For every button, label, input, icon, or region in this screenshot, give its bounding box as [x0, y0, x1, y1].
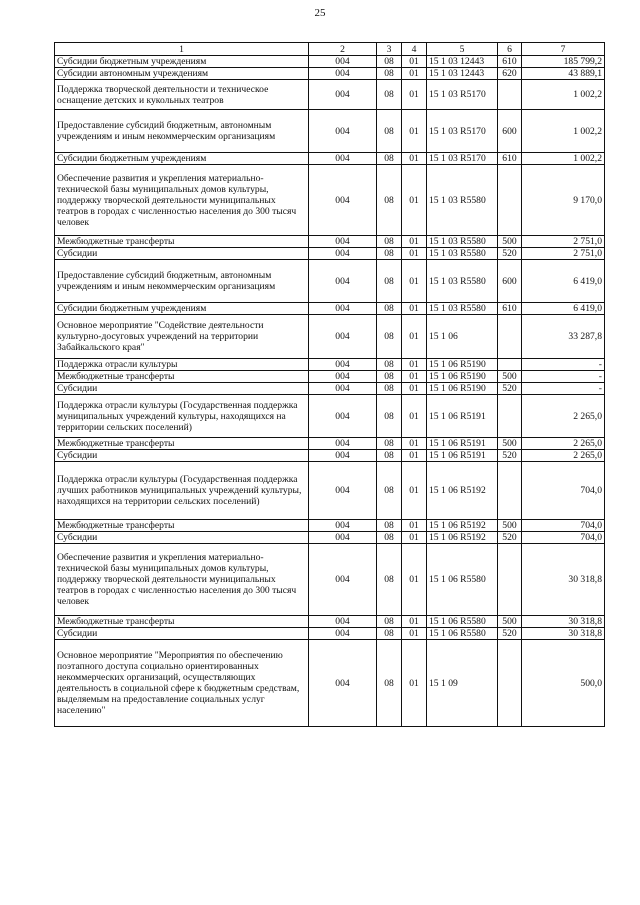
header-cell: 5: [427, 43, 498, 56]
header-cell: 1: [55, 43, 309, 56]
subchapter-code-cell: 01: [402, 153, 427, 165]
amount-cell: 1 002,2: [522, 153, 605, 165]
header-cell: 6: [498, 43, 522, 56]
subchapter-code-cell: 01: [402, 544, 427, 616]
table-row: [55, 450, 605, 462]
subchapter-code-cell: 01: [402, 110, 427, 153]
amount-cell: 33 287,8: [522, 315, 605, 359]
table-row: [55, 640, 605, 727]
row-name-cell: Субсидии: [55, 383, 309, 395]
section-code-cell: 004: [309, 640, 377, 727]
target-article-cell: 15 1 06 R5580: [427, 628, 498, 640]
table-row: [55, 532, 605, 544]
row-name-cell: Межбюджетные трансферты: [55, 371, 309, 383]
page-number: 25: [314, 7, 326, 19]
expense-type-cell: [498, 315, 522, 359]
section-code-cell: 004: [309, 462, 377, 520]
expense-type-cell: [498, 80, 522, 110]
expense-type-cell: 520: [498, 383, 522, 395]
row-name-cell: Субсидии: [55, 628, 309, 640]
header-cell: 4: [402, 43, 427, 56]
row-name-cell: Основное мероприятие "Содействие деятельности культурно-досуговых учреждений на территории Забайкальского края": [55, 315, 309, 359]
header-cell: 3: [377, 43, 402, 56]
expense-type-cell: 610: [498, 56, 522, 68]
table-row: [55, 359, 605, 371]
target-article-cell: 15 1 03 R5580: [427, 248, 498, 260]
amount-cell: -: [522, 371, 605, 383]
table-row: [55, 260, 605, 303]
amount-cell: 500,0: [522, 640, 605, 727]
chapter-code-cell: 08: [377, 236, 402, 248]
expense-type-cell: 500: [498, 236, 522, 248]
chapter-code-cell: 08: [377, 303, 402, 315]
amount-cell: 185 799,2: [522, 56, 605, 68]
expense-type-cell: 600: [498, 110, 522, 153]
subchapter-code-cell: 01: [402, 359, 427, 371]
chapter-code-cell: 08: [377, 628, 402, 640]
table-row: [55, 80, 605, 110]
amount-cell: 704,0: [522, 532, 605, 544]
target-article-cell: 15 1 06 R5191: [427, 450, 498, 462]
row-name-cell: Субсидии бюджетным учреждениям: [55, 303, 309, 315]
table-row: [55, 520, 605, 532]
row-name-cell: Поддержка отрасли культуры (Государственная поддержка лучших работников муниципальных учреждений культуры, находящихся на территории сельских поселений): [55, 462, 309, 520]
row-name-cell: Поддержка отрасли культуры: [55, 359, 309, 371]
expense-type-cell: [498, 640, 522, 727]
target-article-cell: 15 1 06 R5191: [427, 395, 498, 438]
amount-cell: 30 318,8: [522, 628, 605, 640]
target-article-cell: 15 1 06 R5191: [427, 438, 498, 450]
target-article-cell: 15 1 03 R5580: [427, 165, 498, 236]
table-row: [55, 383, 605, 395]
amount-cell: -: [522, 359, 605, 371]
row-name-cell: Межбюджетные трансферты: [55, 236, 309, 248]
target-article-cell: 15 1 06 R5580: [427, 616, 498, 628]
header-cell: 7: [522, 43, 605, 56]
target-article-cell: 15 1 03 12443: [427, 68, 498, 80]
chapter-code-cell: 08: [377, 462, 402, 520]
subchapter-code-cell: 01: [402, 462, 427, 520]
table-row: [55, 315, 605, 359]
amount-cell: 704,0: [522, 520, 605, 532]
subchapter-code-cell: 01: [402, 383, 427, 395]
section-code-cell: 004: [309, 383, 377, 395]
table-row: [55, 438, 605, 450]
budget-table: [54, 42, 605, 727]
section-code-cell: 004: [309, 544, 377, 616]
chapter-code-cell: 08: [377, 359, 402, 371]
subchapter-code-cell: 01: [402, 236, 427, 248]
section-code-cell: 004: [309, 532, 377, 544]
section-code-cell: 004: [309, 153, 377, 165]
table-row: [55, 165, 605, 236]
subchapter-code-cell: 01: [402, 80, 427, 110]
subchapter-code-cell: 01: [402, 371, 427, 383]
target-article-cell: 15 1 06 R5190: [427, 383, 498, 395]
amount-cell: 2 265,0: [522, 450, 605, 462]
amount-cell: 2 751,0: [522, 236, 605, 248]
chapter-code-cell: 08: [377, 383, 402, 395]
target-article-cell: 15 1 09: [427, 640, 498, 727]
chapter-code-cell: 08: [377, 438, 402, 450]
row-name-cell: Субсидии автономным учреждениям: [55, 68, 309, 80]
subchapter-code-cell: 01: [402, 532, 427, 544]
expense-type-cell: [498, 165, 522, 236]
section-code-cell: 004: [309, 616, 377, 628]
expense-type-cell: 500: [498, 520, 522, 532]
target-article-cell: 15 1 06: [427, 315, 498, 359]
table-row: [55, 544, 605, 616]
expense-type-cell: 610: [498, 303, 522, 315]
amount-cell: 2 265,0: [522, 395, 605, 438]
expense-type-cell: 500: [498, 616, 522, 628]
section-code-cell: 004: [309, 260, 377, 303]
expense-type-cell: 600: [498, 260, 522, 303]
chapter-code-cell: 08: [377, 371, 402, 383]
chapter-code-cell: 08: [377, 153, 402, 165]
target-article-cell: 15 1 06 R5190: [427, 359, 498, 371]
section-code-cell: 004: [309, 68, 377, 80]
table-row: [55, 462, 605, 520]
expense-type-cell: 620: [498, 68, 522, 80]
target-article-cell: 15 1 03 R5170: [427, 80, 498, 110]
expense-type-cell: 520: [498, 628, 522, 640]
expense-type-cell: 520: [498, 248, 522, 260]
expense-type-cell: 500: [498, 371, 522, 383]
section-code-cell: 004: [309, 236, 377, 248]
subchapter-code-cell: 01: [402, 165, 427, 236]
row-name-cell: Предоставление субсидий бюджетным, автономным учреждениям и иным некоммерческим организациям: [55, 110, 309, 153]
subchapter-code-cell: 01: [402, 640, 427, 727]
subchapter-code-cell: 01: [402, 303, 427, 315]
subchapter-code-cell: 01: [402, 438, 427, 450]
target-article-cell: 15 1 03 R5580: [427, 260, 498, 303]
table-row: [55, 110, 605, 153]
chapter-code-cell: 08: [377, 640, 402, 727]
amount-cell: 30 318,8: [522, 544, 605, 616]
row-name-cell: Субсидии бюджетным учреждениям: [55, 56, 309, 68]
chapter-code-cell: 08: [377, 165, 402, 236]
amount-cell: 1 002,2: [522, 80, 605, 110]
section-code-cell: 004: [309, 56, 377, 68]
row-name-cell: Поддержка отрасли культуры (Государственная поддержка муниципальных учреждений культуры, находящихся на территории сельских поселений): [55, 395, 309, 438]
table-row: [55, 628, 605, 640]
target-article-cell: 15 1 06 R5192: [427, 520, 498, 532]
chapter-code-cell: 08: [377, 544, 402, 616]
chapter-code-cell: 08: [377, 68, 402, 80]
amount-cell: 2 751,0: [522, 248, 605, 260]
row-name-cell: Субсидии: [55, 450, 309, 462]
row-name-cell: Субсидии: [55, 532, 309, 544]
section-code-cell: 004: [309, 371, 377, 383]
target-article-cell: 15 1 03 R5580: [427, 236, 498, 248]
chapter-code-cell: 08: [377, 520, 402, 532]
row-name-cell: Межбюджетные трансферты: [55, 616, 309, 628]
target-article-cell: 15 1 06 R5580: [427, 544, 498, 616]
amount-cell: -: [522, 383, 605, 395]
subchapter-code-cell: 01: [402, 628, 427, 640]
expense-type-cell: 610: [498, 153, 522, 165]
section-code-cell: 004: [309, 628, 377, 640]
chapter-code-cell: 08: [377, 315, 402, 359]
row-name-cell: Субсидии: [55, 248, 309, 260]
section-code-cell: 004: [309, 248, 377, 260]
expense-type-cell: [498, 395, 522, 438]
section-code-cell: 004: [309, 359, 377, 371]
chapter-code-cell: 08: [377, 110, 402, 153]
section-code-cell: 004: [309, 165, 377, 236]
expense-type-cell: [498, 544, 522, 616]
chapter-code-cell: 08: [377, 80, 402, 110]
subchapter-code-cell: 01: [402, 520, 427, 532]
target-article-cell: 15 1 03 R5170: [427, 110, 498, 153]
section-code-cell: 004: [309, 438, 377, 450]
row-name-cell: Основное мероприятие "Мероприятия по обеспечению поэтапного доступа социально ориентированных некоммерческих организаций, осуществляющих деятельность в социальной сфере к бюджетным средствам, выделяемым на предоставление социальных услуг населению": [55, 640, 309, 727]
table-row: [55, 616, 605, 628]
amount-cell: 30 318,8: [522, 616, 605, 628]
section-code-cell: 004: [309, 315, 377, 359]
target-article-cell: 15 1 06 R5192: [427, 532, 498, 544]
section-code-cell: 004: [309, 110, 377, 153]
amount-cell: 1 002,2: [522, 110, 605, 153]
subchapter-code-cell: 01: [402, 56, 427, 68]
table-row: [55, 236, 605, 248]
header-cell: 2: [309, 43, 377, 56]
row-name-cell: Межбюджетные трансферты: [55, 520, 309, 532]
amount-cell: 704,0: [522, 462, 605, 520]
expense-type-cell: 500: [498, 438, 522, 450]
chapter-code-cell: 08: [377, 450, 402, 462]
section-code-cell: 004: [309, 450, 377, 462]
amount-cell: 6 419,0: [522, 303, 605, 315]
expense-type-cell: 520: [498, 532, 522, 544]
subchapter-code-cell: 01: [402, 450, 427, 462]
subchapter-code-cell: 01: [402, 248, 427, 260]
chapter-code-cell: 08: [377, 260, 402, 303]
table-row: [55, 68, 605, 80]
expense-type-cell: [498, 359, 522, 371]
expense-type-cell: [498, 462, 522, 520]
expense-type-cell: 520: [498, 450, 522, 462]
target-article-cell: 15 1 03 R5170: [427, 153, 498, 165]
section-code-cell: 004: [309, 80, 377, 110]
subchapter-code-cell: 01: [402, 395, 427, 438]
section-code-cell: 004: [309, 395, 377, 438]
target-article-cell: 15 1 03 R5580: [427, 303, 498, 315]
subchapter-code-cell: 01: [402, 260, 427, 303]
section-code-cell: 004: [309, 520, 377, 532]
row-name-cell: Обеспечение развития и укрепления материально-технической базы муниципальных домов культуры, поддержку творческой деятельности муниципальных театров в городах с численностью населения до 300 тысяч человек: [55, 544, 309, 616]
chapter-code-cell: 08: [377, 532, 402, 544]
table-row: [55, 153, 605, 165]
chapter-code-cell: 08: [377, 56, 402, 68]
amount-cell: 2 265,0: [522, 438, 605, 450]
subchapter-code-cell: 01: [402, 315, 427, 359]
chapter-code-cell: 08: [377, 248, 402, 260]
target-article-cell: 15 1 06 R5192: [427, 462, 498, 520]
subchapter-code-cell: 01: [402, 616, 427, 628]
table-row: [55, 371, 605, 383]
table-header-row: [55, 43, 605, 56]
table-row: [55, 303, 605, 315]
subchapter-code-cell: 01: [402, 68, 427, 80]
section-code-cell: 004: [309, 303, 377, 315]
table-row: [55, 248, 605, 260]
row-name-cell: Обеспечение развития и укрепления материально-технической базы муниципальных домов культуры, поддержку творческой деятельности муниципальных театров в городах с численностью населения до 300 тысяч человек: [55, 165, 309, 236]
row-name-cell: Поддержка творческой деятельности и техническое оснащение детских и кукольных театров: [55, 80, 309, 110]
row-name-cell: Межбюджетные трансферты: [55, 438, 309, 450]
row-name-cell: Субсидии бюджетным учреждениям: [55, 153, 309, 165]
table-row: [55, 56, 605, 68]
target-article-cell: 15 1 06 R5190: [427, 371, 498, 383]
amount-cell: 43 889,1: [522, 68, 605, 80]
amount-cell: 9 170,0: [522, 165, 605, 236]
chapter-code-cell: 08: [377, 395, 402, 438]
amount-cell: 6 419,0: [522, 260, 605, 303]
chapter-code-cell: 08: [377, 616, 402, 628]
row-name-cell: Предоставление субсидий бюджетным, автономным учреждениям и иным некоммерческим организациям: [55, 260, 309, 303]
table-row: [55, 395, 605, 438]
target-article-cell: 15 1 03 12443: [427, 56, 498, 68]
